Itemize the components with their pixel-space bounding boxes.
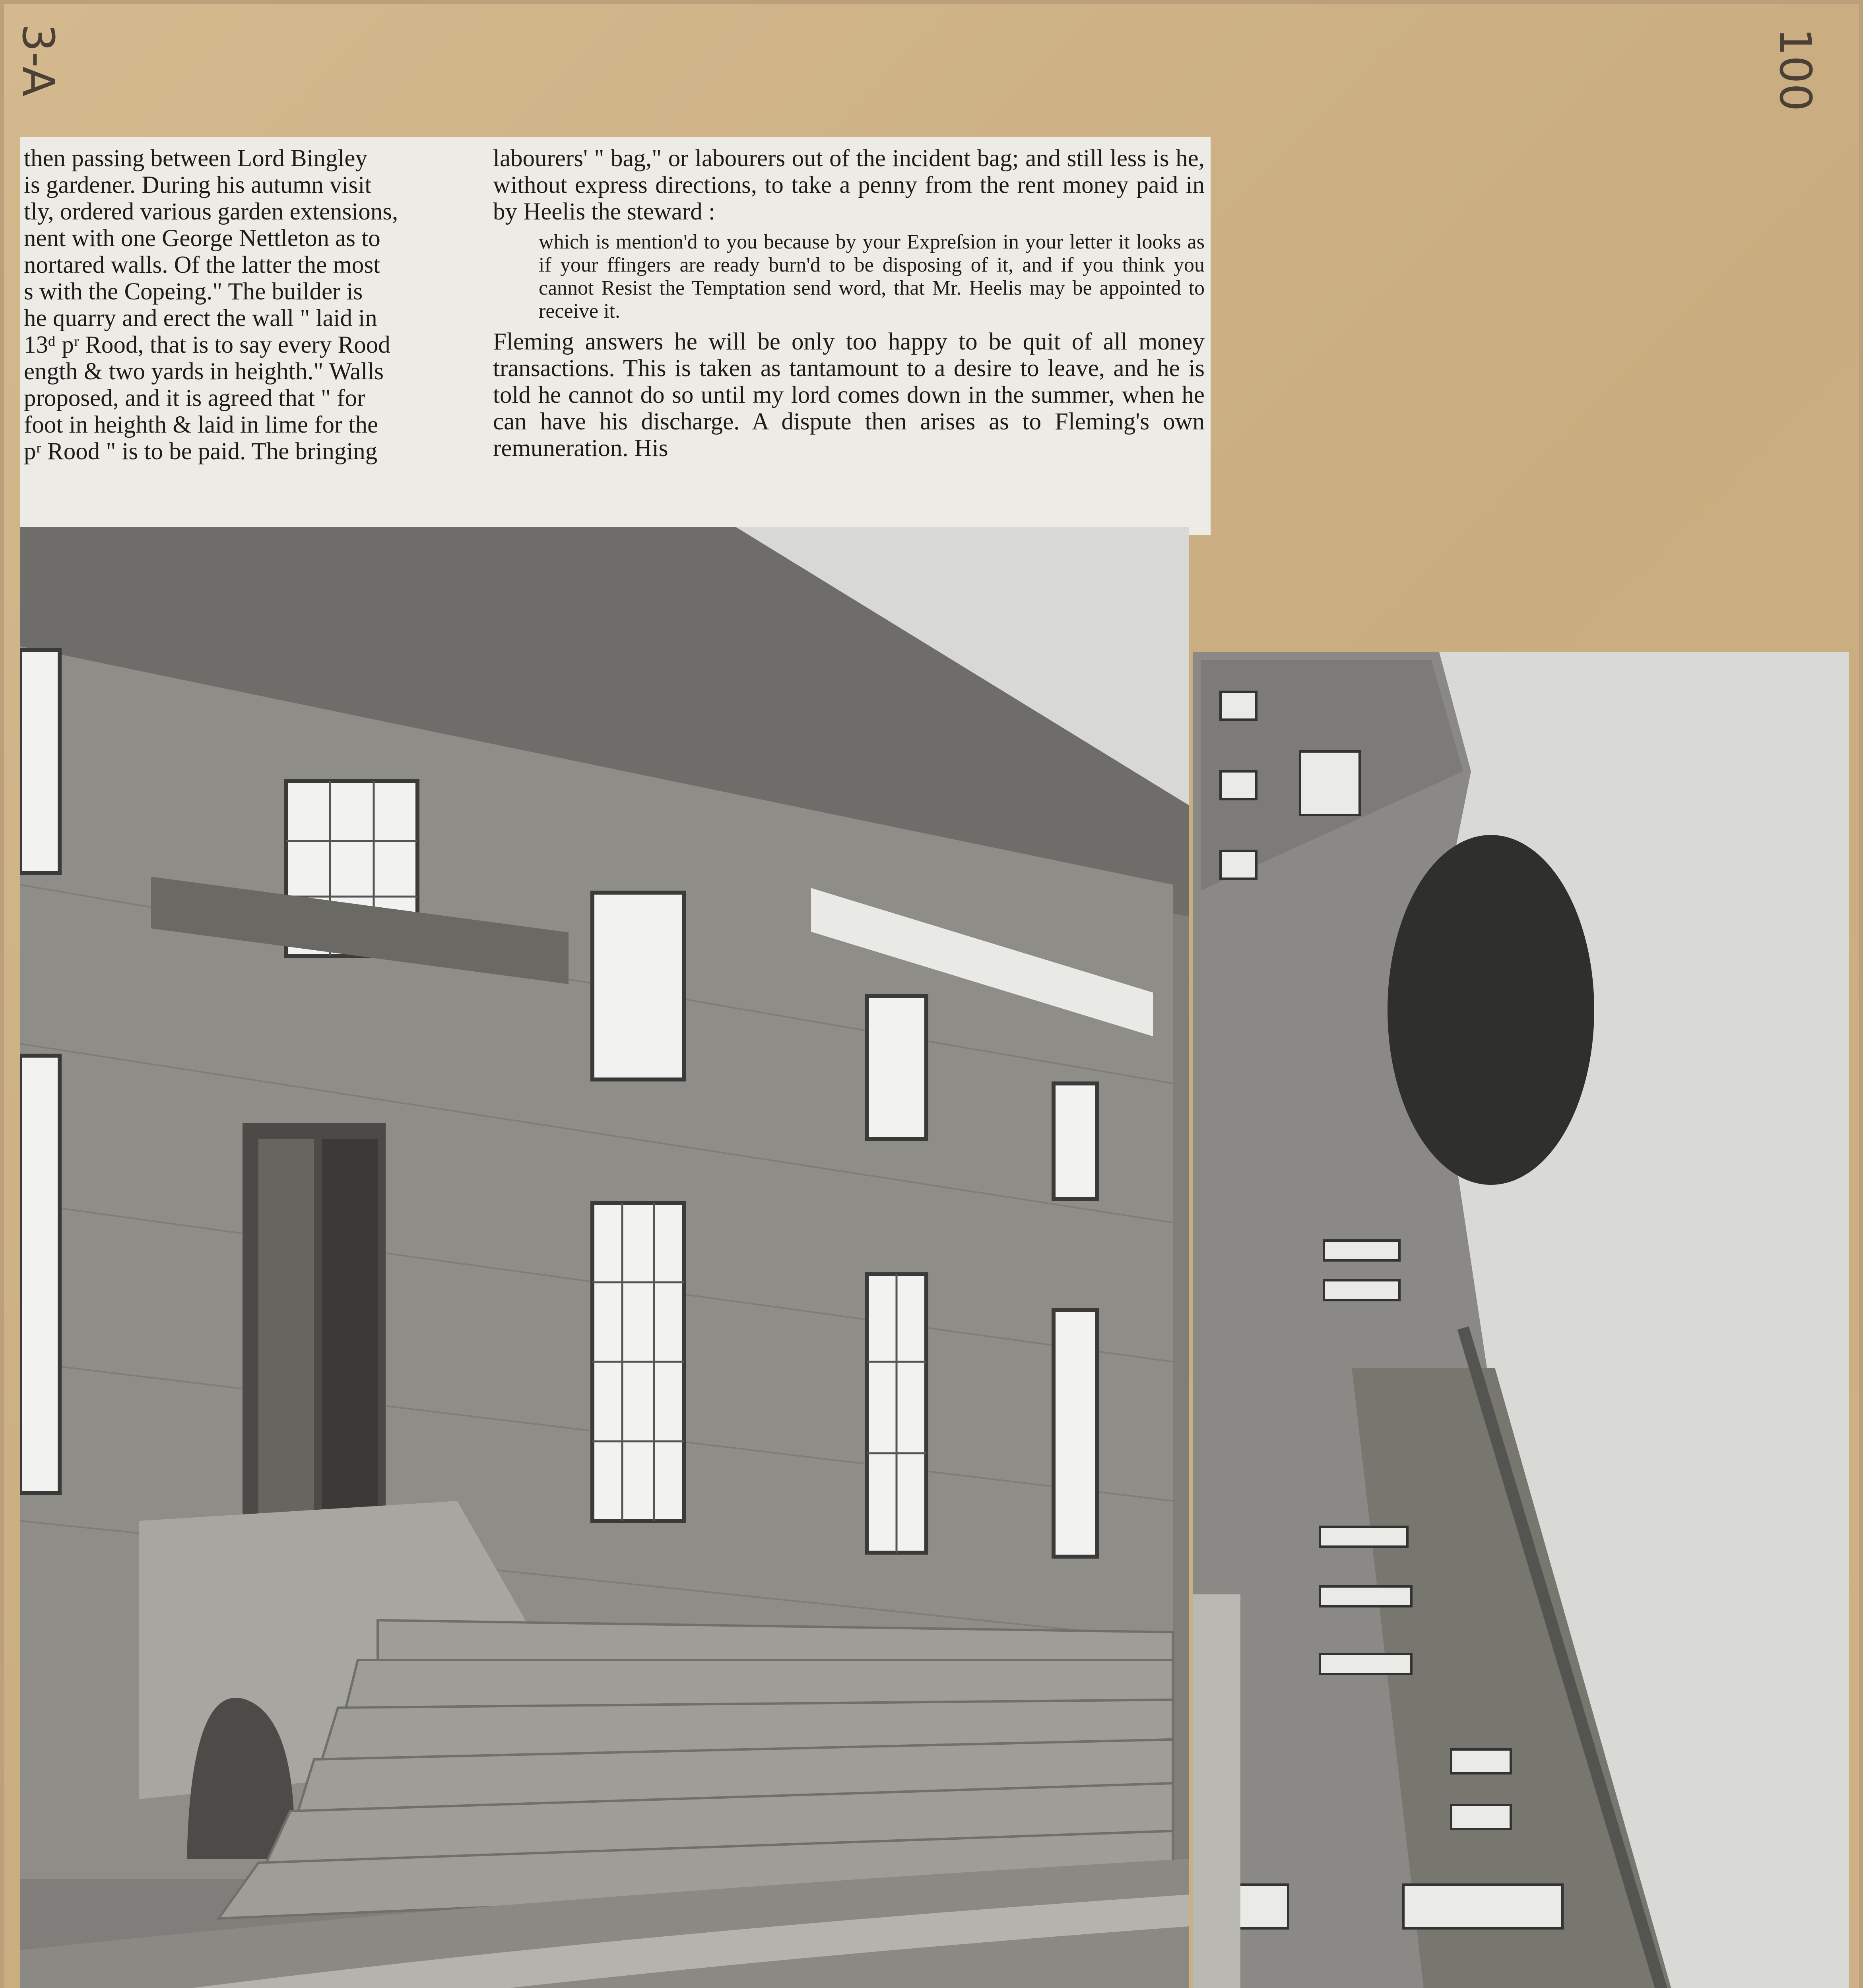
- article-top-right-column: [493, 145, 1205, 462]
- text-line: nent with one George Nettleton as to: [24, 225, 380, 252]
- text-line: 13ᵈ pʳ Rood, that is to say every Rood: [24, 332, 390, 358]
- article-clipping-top: [20, 137, 1211, 535]
- text-line: proposed, and it is agreed that " for: [24, 385, 365, 412]
- text-line: is gardener. During his autumn visit: [24, 172, 372, 198]
- pencil-annotation-top-right: 100: [1770, 28, 1821, 111]
- article-top-right-intro: labourers' " bag," or labourers out of the incident bag; and still less is he, without express directions, to take a penny from the rent money paid in by Heelis the steward :: [493, 145, 1205, 225]
- facade-illustration: [1193, 652, 1849, 1988]
- text-line: then passing between Lord Bingley: [24, 145, 367, 172]
- pencil-annotation-top-left: 3-A: [13, 24, 64, 97]
- article-top-left-column: [24, 145, 461, 465]
- text-line: he quarry and erect the wall " laid in: [24, 305, 377, 332]
- text-line: tly, ordered various garden extensions,: [24, 198, 398, 225]
- text-line: nortared walls. Of the latter the most: [24, 252, 380, 278]
- text-line: s with the Copeing." The builder is: [24, 278, 363, 305]
- article-top-right-body: Fleming answers he will be only too happy to be quit of all money transactions. This is taken as tantamount to a desire to leave, and he is told he cannot do so until my lord comes down in the summer, when he can have his discharge. A dispute then arises as to Fleming's own remuneration. His: [493, 328, 1205, 462]
- front-doorway-illustration: [20, 527, 1189, 1988]
- photo-front-doorway: [20, 527, 1189, 1988]
- article-letter-quote: which is mention'd to you because by your Expreſsion in your letter it looks as if your ffingers are ready burn'd to be disposing of it, and if you think you cannot Resist the Temptation send word, that Mr. Heelis may be appointed to receive it.: [539, 231, 1205, 322]
- text-line: pʳ Rood " is to be paid. The bringing: [24, 438, 378, 465]
- photo-facade-side: [1193, 652, 1849, 1988]
- text-line: ength & two yards in heighth." Walls: [24, 358, 384, 385]
- text-line: foot in heighth & laid in lime for the: [24, 412, 378, 438]
